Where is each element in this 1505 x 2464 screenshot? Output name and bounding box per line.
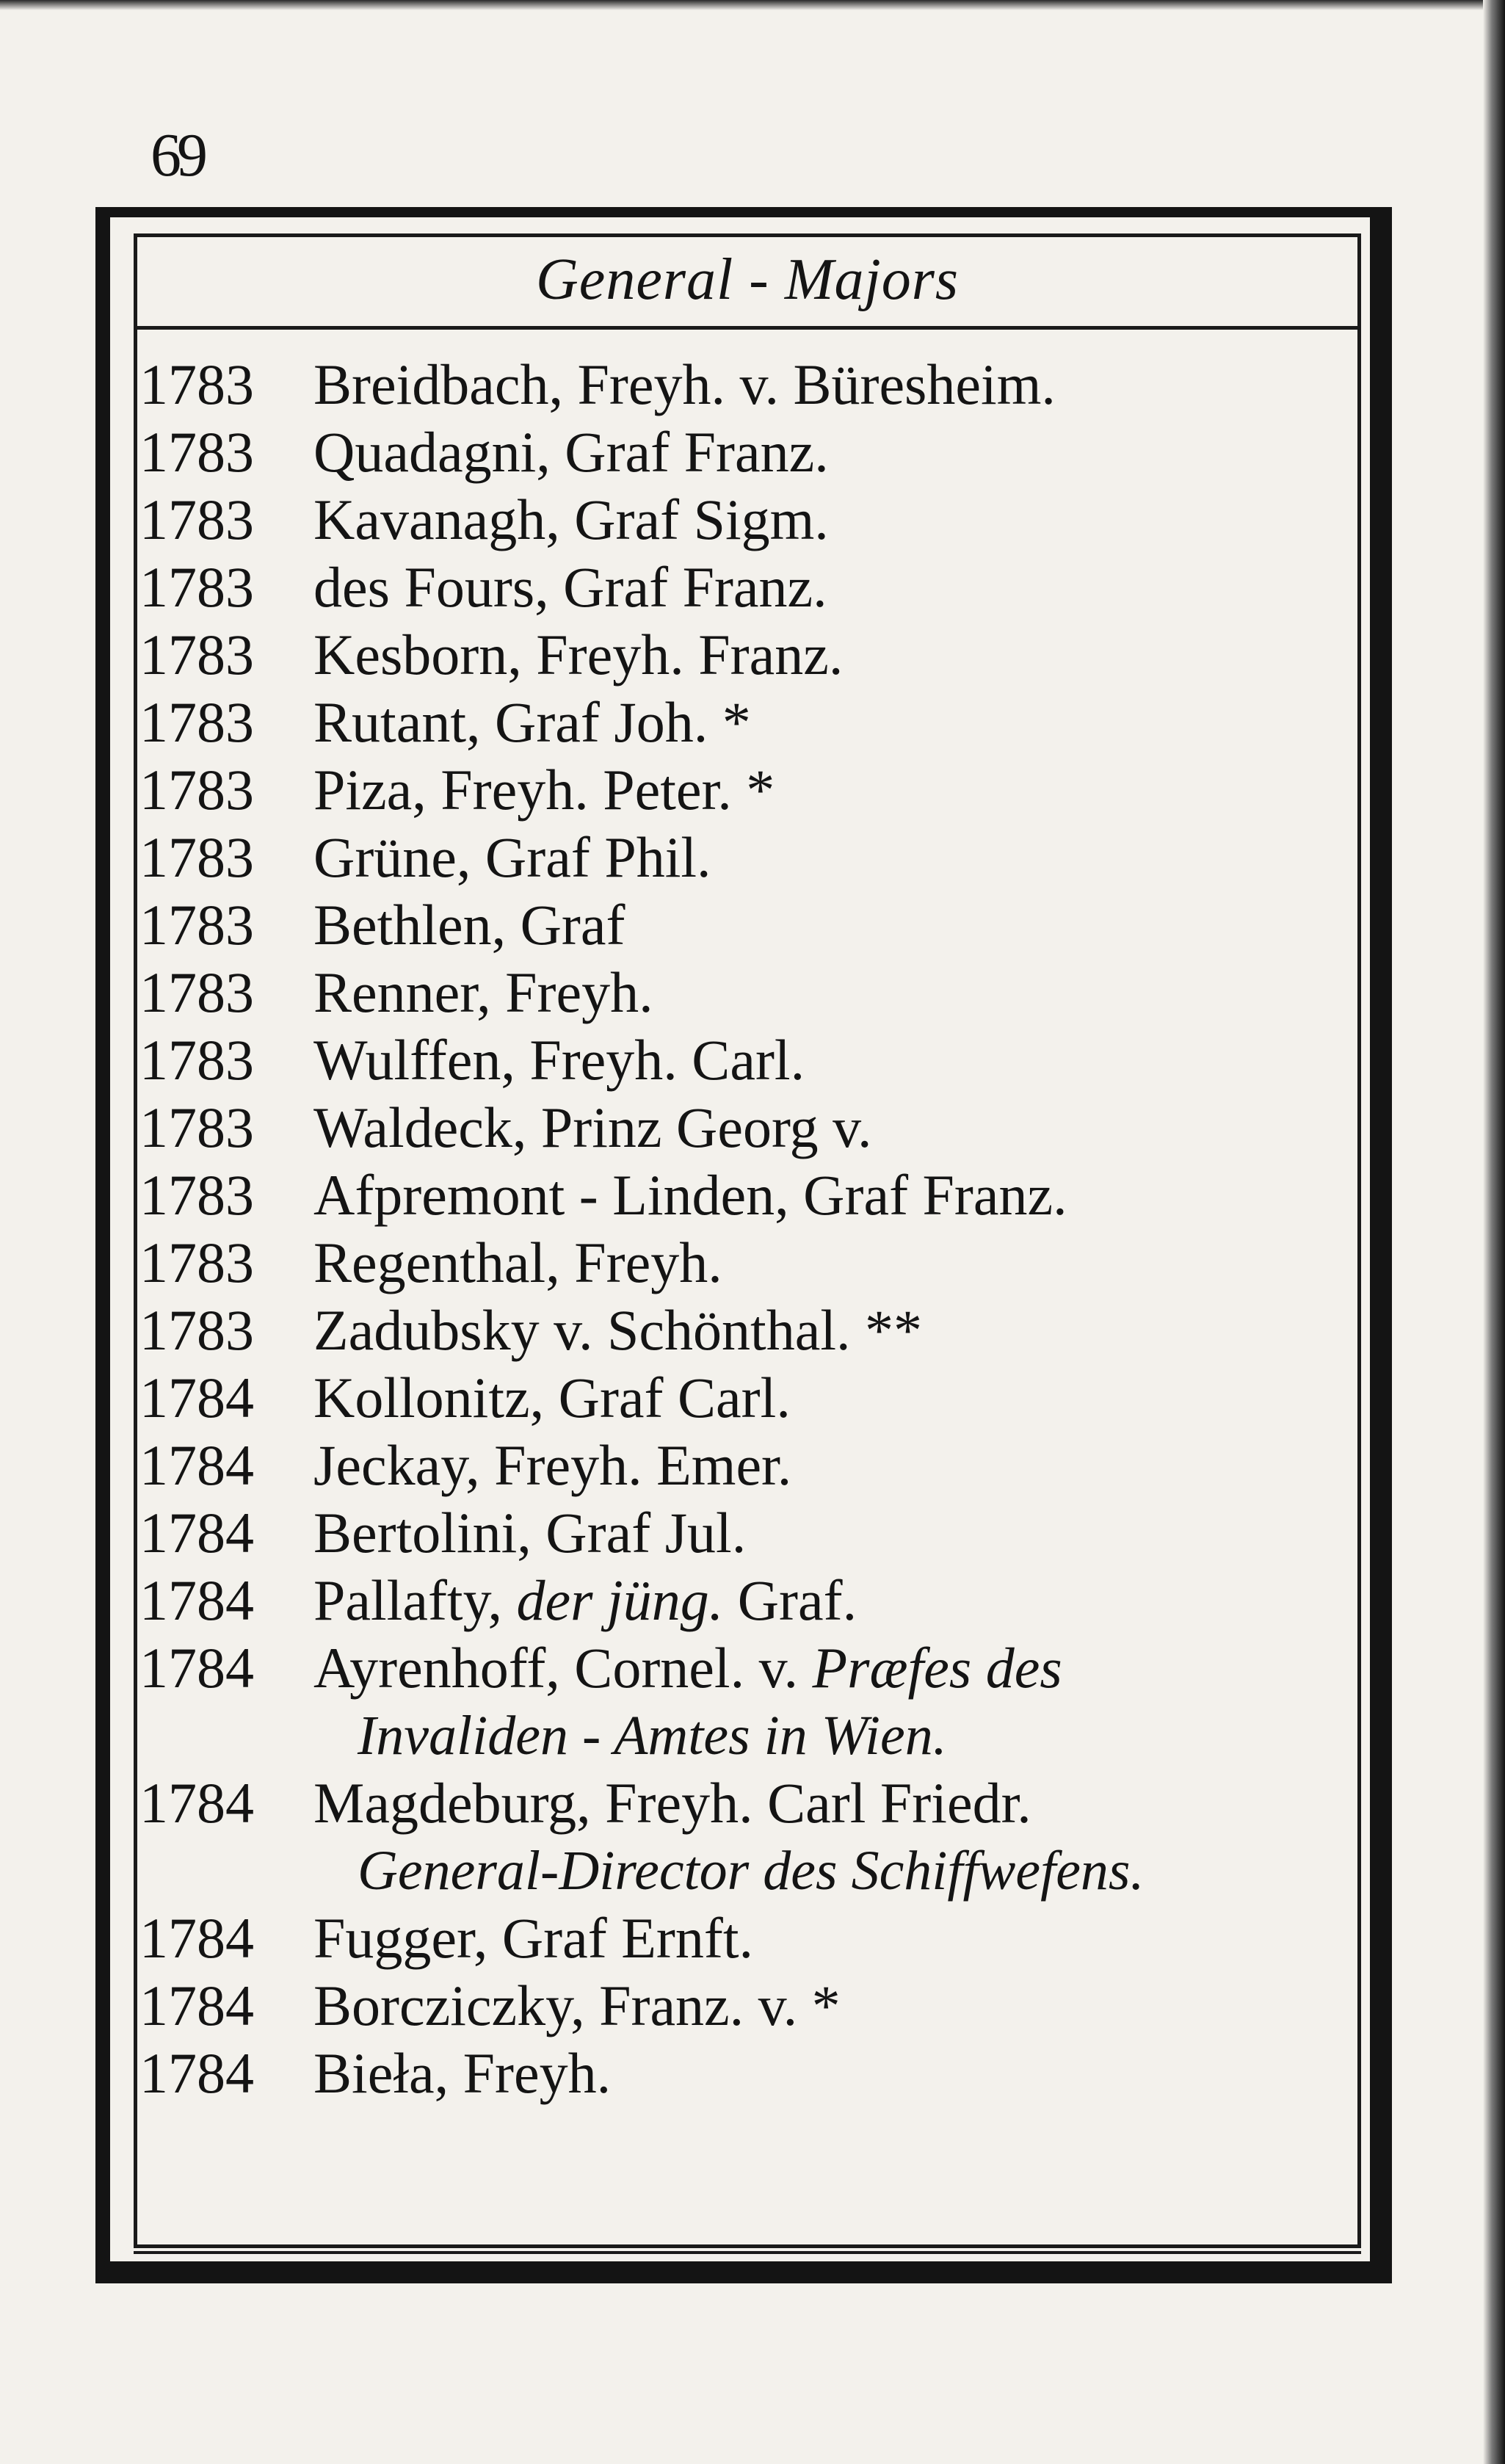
entry-name: Rutant, Graf Joh. * [313, 690, 751, 754]
list-item [134, 959, 1361, 1026]
list-item [134, 1972, 1361, 2040]
entry-year: 1783 [139, 825, 254, 889]
entry-year: 1783 [139, 352, 254, 416]
entry-year: 1784 [139, 1974, 254, 2037]
page-number: 69 [150, 121, 203, 189]
entry-name: Bethlen, Graf [313, 893, 625, 957]
list-item [134, 891, 1361, 959]
entry-name: Bieła, Freyh. [313, 2041, 612, 2105]
list-item [134, 756, 1361, 824]
list-item [134, 689, 1361, 756]
list-item [134, 1229, 1361, 1297]
entry-year: 1783 [139, 1298, 254, 1362]
entry-name: Regenthal, Freyh. [313, 1231, 722, 1294]
entry-year: 1783 [139, 1163, 254, 1227]
list-item [134, 351, 1361, 418]
entry-name-end: Graf. [723, 1568, 857, 1632]
entry-name: Magdeburg, Freyh. Carl Friedr. [313, 1771, 1031, 1835]
list-item [134, 418, 1361, 486]
entry-name: Grüne, Graf Phil. [313, 825, 711, 889]
entry-list [134, 351, 1361, 2107]
entry-year: 1784 [139, 1501, 254, 1565]
entry-year: 1784 [139, 1906, 254, 1970]
list-item [134, 1634, 1361, 1769]
list-item [134, 1567, 1361, 1634]
entry-name [313, 1567, 857, 1634]
entry-year: 1783 [139, 555, 254, 619]
list-item [134, 1297, 1361, 1364]
entry-name: des Fours, Graf Franz. [313, 555, 827, 619]
entry-year: 1783 [139, 960, 254, 1024]
list-item [134, 554, 1361, 621]
list-item [134, 1364, 1361, 1432]
entry-year: 1783 [139, 1231, 254, 1294]
entry-name: Waldeck, Prinz Georg v. [313, 1095, 872, 1159]
entry-name: Renner, Freyh. [313, 960, 653, 1024]
entry-year: 1783 [139, 420, 254, 484]
entry-name-start: Pallafty, [313, 1568, 517, 1632]
entry-year: 1784 [139, 1433, 254, 1497]
list-item [134, 1499, 1361, 1567]
bottom-rule [134, 2251, 1361, 2254]
entry-year: 1783 [139, 893, 254, 957]
entry-year: 1783 [139, 1028, 254, 1092]
entry-name: Borcziczky, Franz. v. * [313, 1974, 841, 2037]
list-item [134, 486, 1361, 554]
entry-name-italic: Præfes des [812, 1636, 1062, 1700]
entry-name: Kavanagh, Graf Sigm. [313, 488, 829, 551]
list-item [134, 1094, 1361, 1162]
entry-year: 1783 [139, 690, 254, 754]
list-item [134, 1769, 1361, 1905]
entry-name-italic: der jüng. [516, 1568, 724, 1632]
entry-name: Quadagni, Graf Franz. [313, 420, 829, 484]
entry-year: 1784 [139, 1568, 254, 1632]
page-top-edge [0, 0, 1505, 10]
list-item [134, 1432, 1361, 1499]
entry-name: Zadubsky v. Schönthal. ** [313, 1298, 923, 1362]
entry-name: Fugger, Graf Ernft. [313, 1906, 754, 1970]
list-item [134, 2040, 1361, 2107]
entry-name: Afpremont - Linden, Graf Franz. [313, 1163, 1067, 1227]
entry-year: 1784 [139, 1636, 254, 1700]
entry-name: Kollonitz, Graf Carl. [313, 1366, 791, 1430]
entry-note: General-Director des Schiffwefens. [358, 1840, 1145, 1902]
entry-name-start: Ayrenhoff, Cornel. v. [313, 1636, 813, 1700]
list-item [134, 1162, 1361, 1229]
entry-name: Wulffen, Freyh. Carl. [313, 1028, 805, 1092]
list-item [134, 1026, 1361, 1094]
entry-year: 1783 [139, 623, 254, 686]
entry-name: Piza, Freyh. Peter. * [313, 758, 775, 822]
entry-name: Jeckay, Freyh. Emer. [313, 1433, 792, 1497]
list-item [134, 1905, 1361, 1972]
entry-year: 1784 [139, 2041, 254, 2105]
entry-name: Kesborn, Freyh. Franz. [313, 623, 844, 686]
entry-year: 1783 [139, 1095, 254, 1159]
entry-year: 1783 [139, 488, 254, 551]
entry-name [313, 1634, 1062, 1702]
entry-year: 1783 [139, 758, 254, 822]
section-title: General - Majors [536, 247, 959, 312]
header-rule [134, 326, 1361, 330]
entry-note: Invaliden - Amtes in Wien. [358, 1705, 947, 1767]
page-binding-edge [1483, 0, 1505, 2464]
entry-name: Breidbach, Freyh. v. Büresheim. [313, 352, 1056, 416]
entry-year: 1784 [139, 1366, 254, 1430]
list-item [134, 824, 1361, 891]
entry-name: Bertolini, Graf Jul. [313, 1501, 747, 1565]
entry-year: 1784 [139, 1771, 254, 1835]
list-item [134, 621, 1361, 689]
